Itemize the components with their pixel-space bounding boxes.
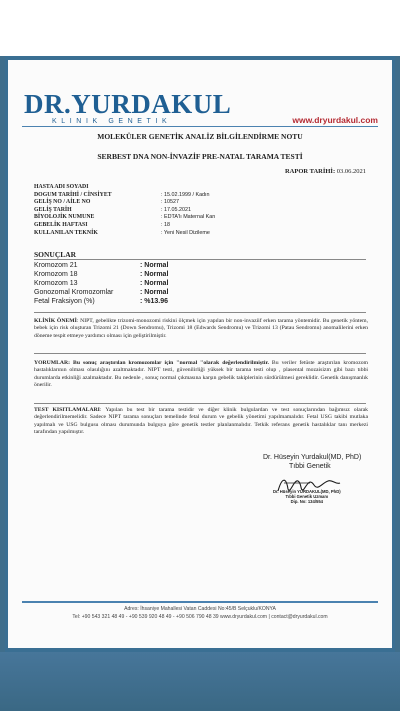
patient-info-row [34,199,215,207]
comments-divider [34,403,366,404]
report-date [285,168,366,175]
test-limitations [34,407,368,437]
results-list [34,261,168,306]
results-title: SONUÇLAR [34,250,77,259]
top-white-band [0,0,400,56]
result-value: : Normal [140,271,169,279]
info-label: DOGUM TARİHİ / CİNSİYET [34,191,112,198]
doctor-department: Tıbbi Genetik [289,463,331,470]
info-label: GELİŞ NO / AİLE NO [34,199,91,206]
result-value: : %13.96 [140,298,169,306]
footer-address: Adres: İhsaniye Mahallesi Vatan Caddesi No:45/B Selçuklu/KONYA [124,606,276,612]
patient-info [34,184,215,237]
results-bottom-divider [34,312,366,313]
info-label: GELİŞ TARİH [34,206,72,213]
stamp-line: Tıbbi Genetik Uzmanı [285,494,329,500]
info-label: HASTA ADI SOYADI [34,184,89,190]
info-value: : 15.02.1999 / Kadın [161,191,210,198]
comments [34,360,368,390]
logo-sub-text: KLINIK GENETIK [52,118,172,125]
results-divider [34,259,366,260]
result-label: Kromozom 18 [34,271,78,279]
result-label: Gonozomal Kromozomlar [34,289,114,297]
clinical-significance [34,318,368,340]
result-value: : Normal [140,262,169,269]
result-row [34,297,168,306]
comments-text: Bu veriler fetüste araştırılan kromozom hastalıklarının olması olasılığını azaltmaktadır. NIPT testi, güvenilirliği yüksek bir tarama testi olup , plasental mozaisizm gibi bazı tıbbi durumlarda etkinliği azalmaktadır. Bu nedenle , sonuç normal çıkmasına karşın gebelik takiplerinin sürdürülmesi gereklidir. Genetik danışmanlık önerilir. [34,360,368,389]
signature-block [263,453,361,471]
doctor-name: Dr. Hüseyin Yurdakul(MD, PhD) [263,454,362,461]
limitations-text: : Yapılan bu test bir tarama testidir ve diğer klinik bulgulardan ve test sonuçlarından bağımsız olarak değerlendirilmemelidir. Sadece NIPT tarama sonuçları temelinde fetal durum ve gebelik yönetimi yapılmamalıdır. Fetal USG takibi mutlaka yapılmalı ve USG bulgusu olması durumunda bulguya göre genetik testler planlanmalıdır. Tetkik referans genetik hastalıklar tanı merkezi tarafından yapılmıştır. [34,407,368,436]
info-value: : 10527 [161,199,179,206]
result-label: Kromozom 13 [34,280,78,288]
result-row [34,270,168,279]
footer-contact: Tel: +90 543 321 48 49 - +90 539 920 48 49 - +90 506 790 48 39 www.dryurdakul.com | contact@dryurdakul.com [72,614,328,620]
report-date-value: 03.06.2021 [336,168,366,175]
result-label: Fetal Fraksiyon (%) [34,298,95,306]
header-divider [22,126,378,127]
info-label: GEBELİK HAFTASI [34,221,88,228]
stamp-line: Dip. No: 134/554 [290,499,323,505]
info-value: : 18 [161,221,170,228]
info-label: BİYOLOJİK NUMUNE [34,214,95,221]
result-row [34,261,168,270]
result-value: : Normal [140,289,169,297]
patient-info-row [34,222,215,230]
result-row [34,288,168,297]
info-value: : Yeni Nesil Dizileme [161,229,210,236]
result-row [34,279,168,288]
info-label: KULLANILAN TEKNİK [34,229,98,236]
footer [8,605,392,621]
document-title: MOLEKÜLER GENETİK ANALİZ BİLGİLENDİRME NOTU [97,132,303,141]
bottom-blue-band [0,652,400,711]
document-subtitle: SERBEST DNA NON-İNVAZİF PRE-NATAL TARAMA TESTİ [97,152,303,161]
limitations-heading: TEST KISITLAMALARI [34,407,100,413]
clinical-text: : NIPT, gebelikte trizomi-monozomi riskini ölçmek için yapılan bir non-invaziif erken tarama yöntemidir. Bu genetik yöntem, bebek için risk oluşturan Trizomi 21 (Down Sendromu), Trizomi 18 (Edwards Sendromu) ve Trizomi 13 (Patau Sendromu) anomalilerini erken döneme tespit etmeye yardımcı olması için geliştirilmiştir. [34,318,368,339]
info-value: : 17.05.2021 [161,206,191,213]
info-value: : EDTA'lı Maternal Kan [161,214,216,221]
patient-info-row [34,184,215,192]
clinic-logo [24,90,231,125]
website-link[interactable]: www.dryurdakul.com [292,115,378,125]
clinical-heading: KLİNİK ÖNEMİ [34,318,77,324]
comments-heading: YORUMLAR: Bu sonuç araştırılan kromozomlar için ''normal ''olarak değerlendirilmiştir. [34,360,269,366]
report-date-label: RAPOR TARİHİ: [284,168,336,175]
result-label: Kromozom 21 [34,262,78,269]
stamp-line: Dr. Hüseyin YURDAKUL(MD, PhD) [273,489,341,494]
patient-info-row [34,214,215,222]
result-value: : Normal [140,280,169,288]
document-page [8,60,392,648]
logo-main-text: DR.YURDAKUL [24,89,232,119]
footer-divider [22,601,378,603]
doctor-stamp [273,489,341,505]
clinical-divider [34,353,366,354]
patient-info-row [34,230,215,238]
